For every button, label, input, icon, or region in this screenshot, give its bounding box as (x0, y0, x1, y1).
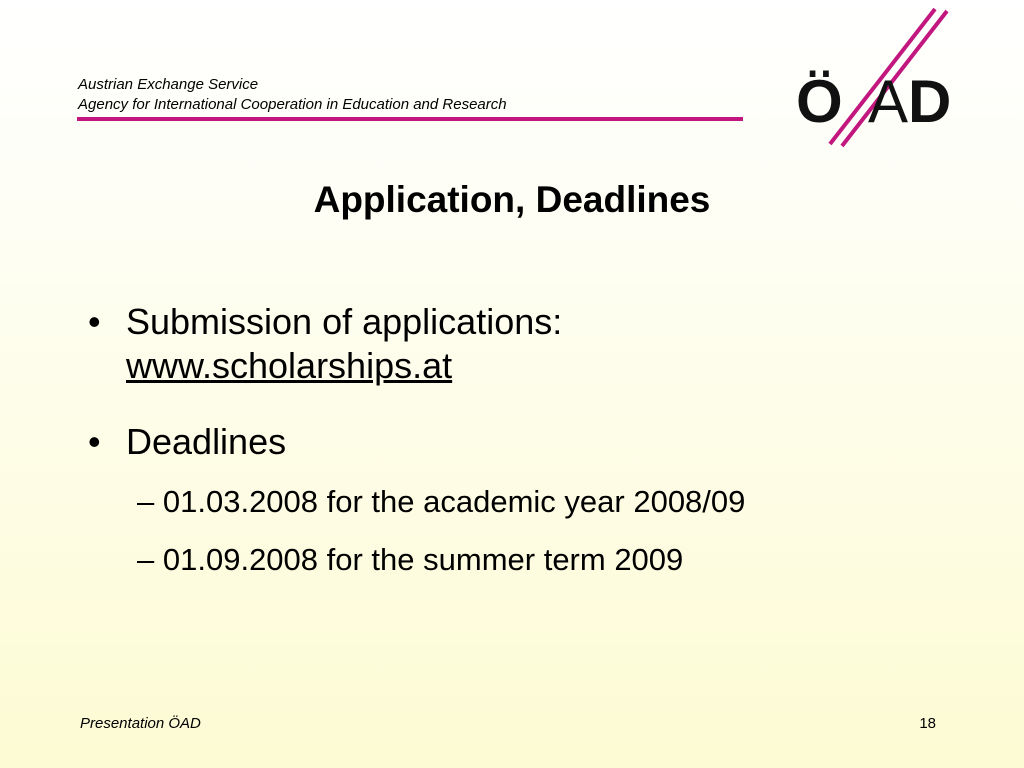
logo-letter-d: D (908, 68, 952, 135)
sub-bullet-summer-term-text: 01.09.2008 for the summer term 2009 (162, 542, 684, 577)
bullet-deadlines-text: Deadlines (126, 421, 287, 462)
sub-bullet-marker: – (137, 484, 155, 519)
oead-logo (790, 4, 980, 149)
header-line-1: Austrian Exchange Service (78, 76, 259, 93)
header-line-2: Agency for International Cooperation in Education and Research (78, 96, 507, 113)
bullet-marker: • (88, 301, 101, 342)
header-block (78, 75, 507, 115)
logo-letter-o: Ö (796, 68, 843, 135)
bullet-submission-text: Submission of applications: (126, 301, 563, 342)
footer-presentation-label: Presentation ÖAD (80, 715, 201, 732)
sub-bullet-academic-year-text: 01.03.2008 for the academic year 2008/09 (162, 484, 746, 519)
header-rule (77, 117, 743, 121)
logo-letter-a: A (868, 68, 909, 135)
sub-bullet-academic-year (137, 482, 745, 522)
sub-bullet-summer-term (137, 540, 683, 580)
scholarships-link[interactable]: www.scholarships.at (126, 345, 453, 386)
sub-bullet-marker: – (137, 542, 155, 577)
page-number: 18 (919, 715, 936, 732)
bullet-marker: • (88, 421, 101, 462)
slide-title: Application, Deadlines (313, 179, 711, 220)
